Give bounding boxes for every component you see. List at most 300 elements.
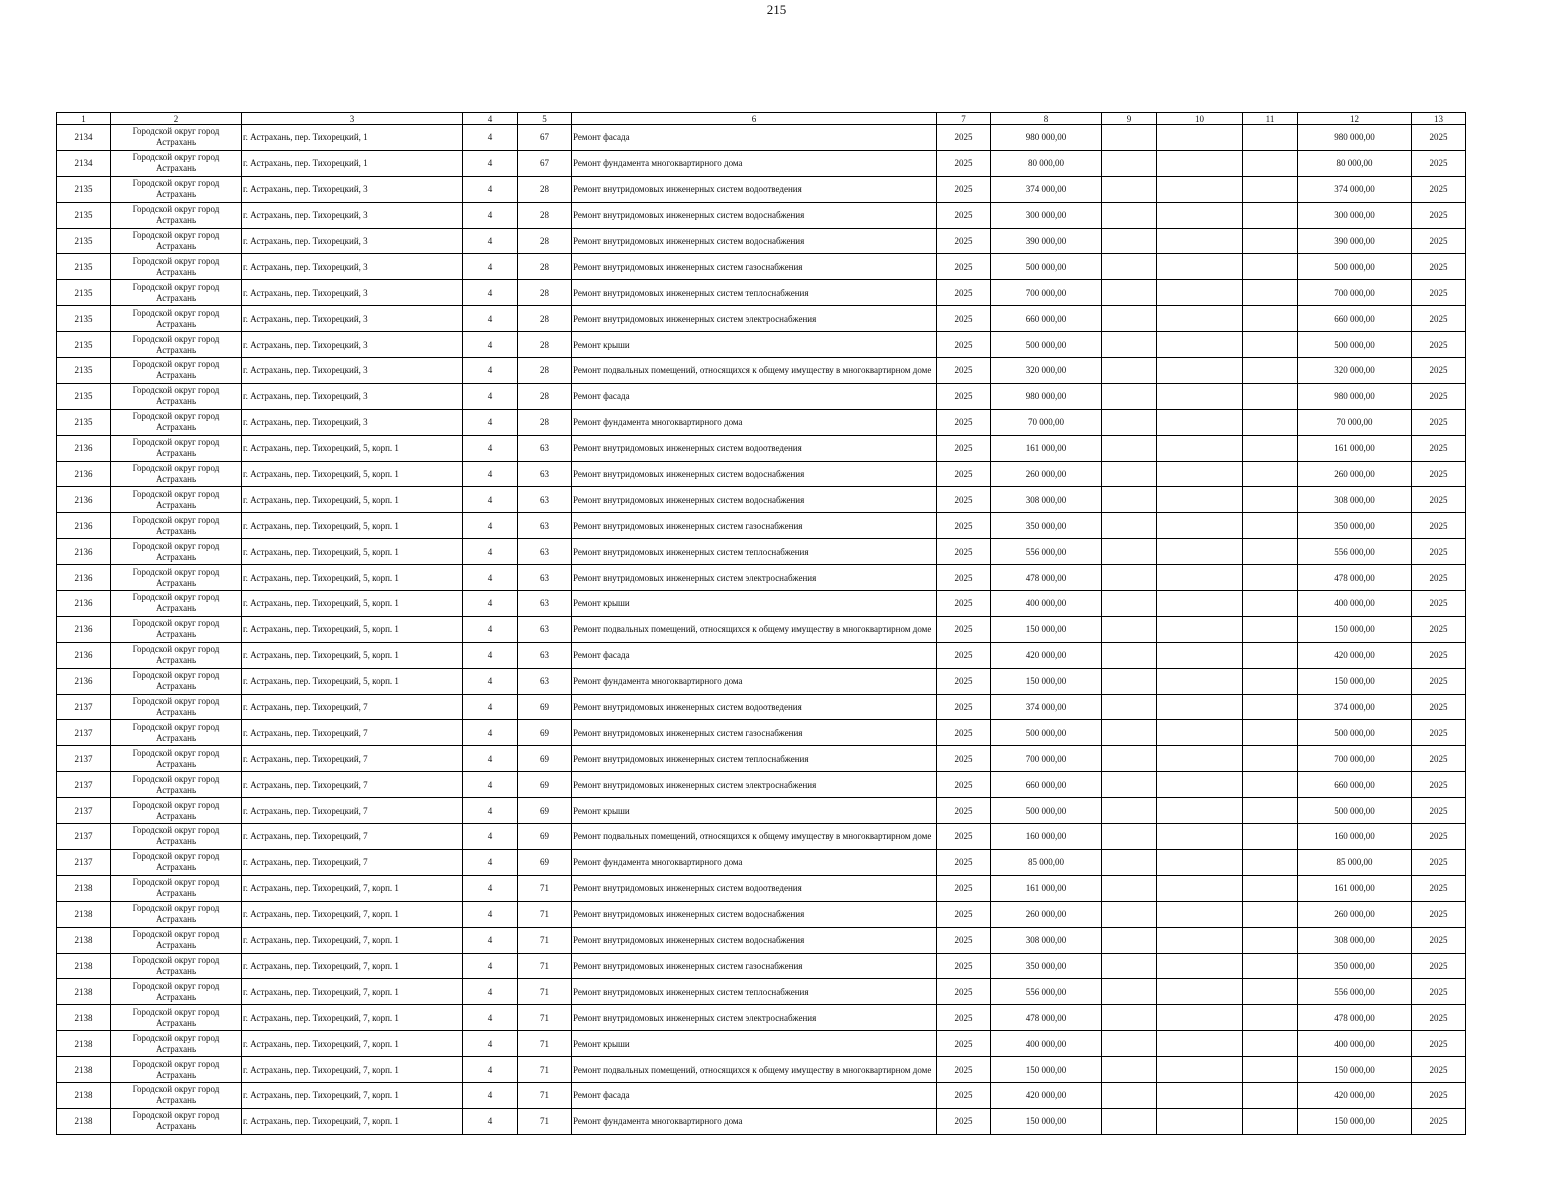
col5-cell: 63	[518, 513, 572, 539]
col13-cell: 2025	[1412, 539, 1466, 565]
col4-cell: 4	[463, 798, 518, 824]
work-type-cell: Ремонт внутридомовых инженерных систем теплоснабжения	[572, 979, 937, 1005]
municipality-line-1: Городской округ город	[132, 488, 220, 499]
col11-cell	[1243, 1057, 1298, 1083]
col5-cell: 63	[518, 668, 572, 694]
address-cell: г. Астрахань, пер. Тихорецкий, 1	[242, 150, 463, 176]
cost-cell: 556 000,00	[991, 979, 1102, 1005]
col4-cell: 4	[463, 927, 518, 953]
col10-cell	[1157, 642, 1243, 668]
col11-cell	[1243, 616, 1298, 642]
municipality-cell	[111, 720, 242, 746]
col5-cell: 69	[518, 746, 572, 772]
address-cell: г. Астрахань, пер. Тихорецкий, 5, корп. 1	[242, 591, 463, 617]
col5-cell: 63	[518, 591, 572, 617]
address-cell: г. Астрахань, пер. Тихорецкий, 7	[242, 694, 463, 720]
col9-cell	[1102, 668, 1157, 694]
work-type-cell: Ремонт крыши	[572, 332, 937, 358]
table-row	[57, 616, 1466, 642]
total-cell: 150 000,00	[1298, 616, 1412, 642]
col5-cell: 63	[518, 435, 572, 461]
municipality-line-2: Астрахань	[155, 603, 197, 614]
col9-cell	[1102, 1082, 1157, 1108]
column-number-cell: 11	[1243, 113, 1298, 125]
address-cell: г. Астрахань, пер. Тихорецкий, 5, корп. 1	[242, 642, 463, 668]
municipality-line-2: Астрахань	[155, 991, 197, 1002]
year-cell: 2025	[937, 591, 991, 617]
municipality-line-1: Городской округ город	[132, 152, 220, 163]
col4-cell: 4	[463, 1108, 518, 1134]
col11-cell	[1243, 176, 1298, 202]
col11-cell	[1243, 1108, 1298, 1134]
col11-cell	[1243, 849, 1298, 875]
year-cell: 2025	[937, 1082, 991, 1108]
table-row	[57, 668, 1466, 694]
col4-cell: 4	[463, 668, 518, 694]
col13-cell: 2025	[1412, 875, 1466, 901]
address-cell: г. Астрахань, пер. Тихорецкий, 3	[242, 383, 463, 409]
table-row	[57, 150, 1466, 176]
total-cell: 150 000,00	[1298, 668, 1412, 694]
col4-cell: 4	[463, 125, 518, 151]
municipality-line-1: Городской округ город	[132, 126, 220, 137]
cost-cell: 150 000,00	[991, 1057, 1102, 1083]
municipality-cell	[111, 642, 242, 668]
col5-cell: 71	[518, 979, 572, 1005]
col5-cell: 69	[518, 849, 572, 875]
municipality-line-2: Астрахань	[155, 189, 197, 200]
municipality-line-1: Городской округ город	[132, 592, 220, 603]
col9-cell	[1102, 1108, 1157, 1134]
col4-cell: 4	[463, 849, 518, 875]
record-id-cell: 2135	[57, 409, 111, 435]
total-cell: 308 000,00	[1298, 487, 1412, 513]
record-id-cell: 2136	[57, 461, 111, 487]
col13-cell: 2025	[1412, 720, 1466, 746]
col10-cell	[1157, 798, 1243, 824]
col9-cell	[1102, 461, 1157, 487]
work-type-cell: Ремонт крыши	[572, 591, 937, 617]
col13-cell: 2025	[1412, 358, 1466, 384]
page-number: 215	[766, 2, 787, 17]
col13-cell: 2025	[1412, 798, 1466, 824]
col11-cell	[1243, 254, 1298, 280]
record-id-cell: 2135	[57, 228, 111, 254]
table-row	[57, 642, 1466, 668]
cost-cell: 260 000,00	[991, 901, 1102, 927]
year-cell: 2025	[937, 150, 991, 176]
table-row	[57, 254, 1466, 280]
col11-cell	[1243, 513, 1298, 539]
work-type-cell: Ремонт внутридомовых инженерных систем водоснабжения	[572, 927, 937, 953]
cost-cell: 660 000,00	[991, 772, 1102, 798]
col4-cell: 4	[463, 358, 518, 384]
col10-cell	[1157, 824, 1243, 850]
col9-cell	[1102, 1057, 1157, 1083]
municipality-line-2: Астрахань	[155, 836, 197, 847]
table-row	[57, 772, 1466, 798]
col9-cell	[1102, 772, 1157, 798]
col11-cell	[1243, 358, 1298, 384]
col10-cell	[1157, 746, 1243, 772]
table-row	[57, 461, 1466, 487]
cost-cell: 980 000,00	[991, 125, 1102, 151]
table-row	[57, 1057, 1466, 1083]
col5-cell: 28	[518, 254, 572, 280]
municipality-line-1: Городской округ город	[132, 230, 220, 240]
total-cell: 390 000,00	[1298, 228, 1412, 254]
cost-cell: 260 000,00	[991, 461, 1102, 487]
work-type-cell: Ремонт крыши	[572, 798, 937, 824]
table-row	[57, 798, 1466, 824]
col10-cell	[1157, 565, 1243, 591]
table-row	[57, 953, 1466, 979]
municipality-line-2: Астрахань	[155, 499, 197, 510]
municipality-cell	[111, 409, 242, 435]
address-cell: г. Астрахань, пер. Тихорецкий, 7, корп. 1	[242, 1031, 463, 1057]
cost-cell: 660 000,00	[991, 306, 1102, 332]
municipality-line-2: Астрахань	[155, 422, 197, 433]
municipality-line-1: Городской округ город	[132, 929, 220, 940]
table-row	[57, 332, 1466, 358]
municipality-line-2: Астрахань	[155, 577, 197, 588]
year-cell: 2025	[937, 487, 991, 513]
col13-cell: 2025	[1412, 513, 1466, 539]
col13-cell: 2025	[1412, 254, 1466, 280]
col9-cell	[1102, 332, 1157, 358]
municipality-cell	[111, 383, 242, 409]
col5-cell: 69	[518, 772, 572, 798]
col5-cell: 63	[518, 487, 572, 513]
record-id-cell: 2137	[57, 824, 111, 850]
address-cell: г. Астрахань, пер. Тихорецкий, 5, корп. 1	[242, 616, 463, 642]
record-id-cell: 2136	[57, 487, 111, 513]
municipality-line-2: Астрахань	[155, 344, 197, 355]
address-cell: г. Астрахань, пер. Тихорецкий, 7	[242, 772, 463, 798]
cost-cell: 350 000,00	[991, 953, 1102, 979]
col5-cell: 71	[518, 1031, 572, 1057]
record-id-cell: 2138	[57, 901, 111, 927]
table-row	[57, 306, 1466, 332]
work-type-cell: Ремонт внутридомовых инженерных систем водоотведения	[572, 435, 937, 461]
record-id-cell: 2137	[57, 849, 111, 875]
col5-cell: 63	[518, 565, 572, 591]
col9-cell	[1102, 435, 1157, 461]
municipality-line-1: Городской округ город	[132, 333, 220, 344]
col11-cell	[1243, 1031, 1298, 1057]
work-type-cell: Ремонт фундамента многоквартирного дома	[572, 409, 937, 435]
col13-cell: 2025	[1412, 901, 1466, 927]
col5-cell: 28	[518, 383, 572, 409]
col9-cell	[1102, 901, 1157, 927]
address-cell: г. Астрахань, пер. Тихорецкий, 7	[242, 720, 463, 746]
municipality-cell	[111, 487, 242, 513]
record-id-cell: 2134	[57, 150, 111, 176]
municipality-line-1: Городской округ город	[132, 799, 220, 810]
col10-cell	[1157, 1031, 1243, 1057]
work-type-cell: Ремонт внутридомовых инженерных систем газоснабжения	[572, 720, 937, 746]
total-cell: 374 000,00	[1298, 694, 1412, 720]
municipality-cell	[111, 435, 242, 461]
municipality-line-2: Астрахань	[155, 1069, 197, 1080]
column-number-cell: 3	[242, 113, 463, 125]
total-cell: 500 000,00	[1298, 254, 1412, 280]
col9-cell	[1102, 875, 1157, 901]
col13-cell: 2025	[1412, 487, 1466, 513]
year-cell: 2025	[937, 176, 991, 202]
municipality-line-2: Астрахань	[155, 370, 197, 381]
address-cell: г. Астрахань, пер. Тихорецкий, 1	[242, 125, 463, 151]
col9-cell	[1102, 720, 1157, 746]
municipality-line-1: Городской округ город	[132, 903, 220, 914]
work-type-cell: Ремонт внутридомовых инженерных систем водоснабжения	[572, 202, 937, 228]
col9-cell	[1102, 125, 1157, 151]
col4-cell: 4	[463, 461, 518, 487]
municipality-line-1: Городской округ город	[132, 255, 220, 266]
column-number-cell: 13	[1412, 113, 1466, 125]
col10-cell	[1157, 254, 1243, 280]
column-number-cell: 7	[937, 113, 991, 125]
municipality-cell	[111, 513, 242, 539]
record-id-cell: 2138	[57, 1108, 111, 1134]
total-cell: 70 000,00	[1298, 409, 1412, 435]
col9-cell	[1102, 539, 1157, 565]
address-cell: г. Астрахань, пер. Тихорецкий, 7, корп. 1	[242, 875, 463, 901]
col9-cell	[1102, 979, 1157, 1005]
year-cell: 2025	[937, 824, 991, 850]
year-cell: 2025	[937, 539, 991, 565]
col5-cell: 71	[518, 1057, 572, 1083]
column-number-cell: 10	[1157, 113, 1243, 125]
col4-cell: 4	[463, 1005, 518, 1031]
col4-cell: 4	[463, 176, 518, 202]
col9-cell	[1102, 746, 1157, 772]
total-cell: 500 000,00	[1298, 332, 1412, 358]
municipality-line-1: Городской округ город	[132, 1032, 220, 1043]
col5-cell: 69	[518, 720, 572, 746]
col10-cell	[1157, 176, 1243, 202]
address-cell: г. Астрахань, пер. Тихорецкий, 7, корп. 1	[242, 953, 463, 979]
cost-cell: 308 000,00	[991, 927, 1102, 953]
municipality-cell	[111, 849, 242, 875]
col4-cell: 4	[463, 487, 518, 513]
municipality-line-1: Городской округ город	[132, 178, 220, 189]
year-cell: 2025	[937, 202, 991, 228]
col4-cell: 4	[463, 979, 518, 1005]
municipality-line-2: Астрахань	[155, 163, 197, 174]
col9-cell	[1102, 228, 1157, 254]
col11-cell	[1243, 487, 1298, 513]
municipality-line-2: Астрахань	[155, 266, 197, 277]
address-cell: г. Астрахань, пер. Тихорецкий, 3	[242, 280, 463, 306]
cost-cell: 308 000,00	[991, 487, 1102, 513]
year-cell: 2025	[937, 694, 991, 720]
address-cell: г. Астрахань, пер. Тихорецкий, 7	[242, 798, 463, 824]
col5-cell: 71	[518, 901, 572, 927]
col9-cell	[1102, 280, 1157, 306]
municipality-line-2: Астрахань	[155, 215, 197, 226]
municipality-cell	[111, 228, 242, 254]
table-row	[57, 565, 1466, 591]
year-cell: 2025	[937, 409, 991, 435]
year-cell: 2025	[937, 383, 991, 409]
cost-cell: 478 000,00	[991, 1005, 1102, 1031]
record-id-cell: 2137	[57, 694, 111, 720]
col13-cell: 2025	[1412, 280, 1466, 306]
work-type-cell: Ремонт фундамента многоквартирного дома	[572, 668, 937, 694]
work-type-cell: Ремонт внутридомовых инженерных систем теплоснабжения	[572, 746, 937, 772]
work-type-cell: Ремонт подвальных помещений, относящихся к общему имуществу в многоквартирном доме	[572, 616, 937, 642]
col5-cell: 67	[518, 150, 572, 176]
table-row	[57, 1005, 1466, 1031]
col11-cell	[1243, 1082, 1298, 1108]
municipality-line-2: Астрахань	[155, 965, 197, 976]
municipality-line-2: Астрахань	[155, 241, 197, 251]
municipality-cell	[111, 772, 242, 798]
total-cell: 556 000,00	[1298, 539, 1412, 565]
municipality-cell	[111, 591, 242, 617]
col11-cell	[1243, 228, 1298, 254]
col9-cell	[1102, 254, 1157, 280]
col11-cell	[1243, 565, 1298, 591]
work-type-cell: Ремонт внутридомовых инженерных систем электроснабжения	[572, 1005, 937, 1031]
cost-cell: 150 000,00	[991, 616, 1102, 642]
col5-cell: 63	[518, 461, 572, 487]
address-cell: г. Астрахань, пер. Тихорецкий, 3	[242, 332, 463, 358]
col10-cell	[1157, 772, 1243, 798]
col13-cell: 2025	[1412, 409, 1466, 435]
col13-cell: 2025	[1412, 1108, 1466, 1134]
municipality-cell	[111, 202, 242, 228]
municipality-cell	[111, 901, 242, 927]
work-type-cell: Ремонт фундамента многоквартирного дома	[572, 150, 937, 176]
col4-cell: 4	[463, 616, 518, 642]
col5-cell: 71	[518, 1108, 572, 1134]
record-id-cell: 2135	[57, 254, 111, 280]
municipality-line-2: Астрахань	[155, 655, 197, 666]
work-type-cell: Ремонт фундамента многоквартирного дома	[572, 1108, 937, 1134]
column-number-cell: 9	[1102, 113, 1157, 125]
col4-cell: 4	[463, 875, 518, 901]
work-type-cell: Ремонт фасада	[572, 125, 937, 151]
record-id-cell: 2138	[57, 1082, 111, 1108]
col10-cell	[1157, 1082, 1243, 1108]
year-cell: 2025	[937, 254, 991, 280]
cost-cell: 500 000,00	[991, 332, 1102, 358]
cost-cell: 374 000,00	[991, 176, 1102, 202]
municipality-line-1: Городской округ город	[132, 540, 220, 551]
work-type-cell: Ремонт фасада	[572, 1082, 937, 1108]
col11-cell	[1243, 591, 1298, 617]
col4-cell: 4	[463, 953, 518, 979]
col10-cell	[1157, 202, 1243, 228]
col10-cell	[1157, 953, 1243, 979]
municipality-line-1: Городской округ город	[132, 825, 220, 836]
col11-cell	[1243, 901, 1298, 927]
col5-cell: 71	[518, 1005, 572, 1031]
col11-cell	[1243, 409, 1298, 435]
cost-cell: 400 000,00	[991, 591, 1102, 617]
col5-cell: 28	[518, 332, 572, 358]
total-cell: 85 000,00	[1298, 849, 1412, 875]
table-row	[57, 746, 1466, 772]
col9-cell	[1102, 358, 1157, 384]
col5-cell: 28	[518, 409, 572, 435]
work-type-cell: Ремонт внутридомовых инженерных систем водоснабжения	[572, 487, 937, 513]
municipality-line-2: Астрахань	[155, 758, 197, 769]
cost-cell: 700 000,00	[991, 746, 1102, 772]
total-cell: 308 000,00	[1298, 927, 1412, 953]
municipality-line-1: Городской округ город	[132, 696, 220, 707]
col9-cell	[1102, 927, 1157, 953]
total-cell: 160 000,00	[1298, 824, 1412, 850]
municipality-line-2: Астрахань	[155, 551, 197, 562]
col9-cell	[1102, 642, 1157, 668]
col9-cell	[1102, 1031, 1157, 1057]
year-cell: 2025	[937, 332, 991, 358]
col10-cell	[1157, 875, 1243, 901]
municipality-cell	[111, 358, 242, 384]
municipality-cell	[111, 875, 242, 901]
col4-cell: 4	[463, 1057, 518, 1083]
municipality-line-2: Астрахань	[155, 474, 197, 485]
col13-cell: 2025	[1412, 150, 1466, 176]
table-row	[57, 591, 1466, 617]
col11-cell	[1243, 125, 1298, 151]
municipality-line-2: Астрахань	[155, 1121, 197, 1132]
address-cell: г. Астрахань, пер. Тихорецкий, 7	[242, 849, 463, 875]
total-cell: 500 000,00	[1298, 720, 1412, 746]
municipality-cell	[111, 1082, 242, 1108]
total-cell: 420 000,00	[1298, 1082, 1412, 1108]
address-cell: г. Астрахань, пер. Тихорецкий, 5, корп. 1	[242, 668, 463, 694]
col11-cell	[1243, 383, 1298, 409]
table-row	[57, 1108, 1466, 1134]
total-cell: 400 000,00	[1298, 1031, 1412, 1057]
col10-cell	[1157, 280, 1243, 306]
col5-cell: 71	[518, 1082, 572, 1108]
municipality-line-2: Астрахань	[155, 1095, 197, 1106]
total-cell: 420 000,00	[1298, 642, 1412, 668]
record-id-cell: 2138	[57, 927, 111, 953]
cost-cell: 160 000,00	[991, 824, 1102, 850]
col4-cell: 4	[463, 539, 518, 565]
col11-cell	[1243, 150, 1298, 176]
municipality-line-2: Астрахань	[155, 707, 197, 718]
municipality-line-2: Астрахань	[155, 681, 197, 692]
col11-cell	[1243, 642, 1298, 668]
record-id-cell: 2136	[57, 539, 111, 565]
col4-cell: 4	[463, 1082, 518, 1108]
cost-cell: 400 000,00	[991, 1031, 1102, 1057]
record-id-cell: 2137	[57, 798, 111, 824]
col13-cell: 2025	[1412, 1005, 1466, 1031]
col10-cell	[1157, 849, 1243, 875]
address-cell: г. Астрахань, пер. Тихорецкий, 7, корп. 1	[242, 1005, 463, 1031]
record-id-cell: 2138	[57, 979, 111, 1005]
column-number-cell: 5	[518, 113, 572, 125]
total-cell: 374 000,00	[1298, 176, 1412, 202]
cost-cell: 980 000,00	[991, 383, 1102, 409]
column-number-cell: 1	[57, 113, 111, 125]
col9-cell	[1102, 150, 1157, 176]
work-type-cell: Ремонт внутридомовых инженерных систем водоснабжения	[572, 461, 937, 487]
municipality-line-1: Городской округ город	[132, 463, 220, 474]
col4-cell: 4	[463, 824, 518, 850]
municipality-line-2: Астрахань	[155, 784, 197, 795]
municipality-cell	[111, 1005, 242, 1031]
address-cell: г. Астрахань, пер. Тихорецкий, 7	[242, 746, 463, 772]
